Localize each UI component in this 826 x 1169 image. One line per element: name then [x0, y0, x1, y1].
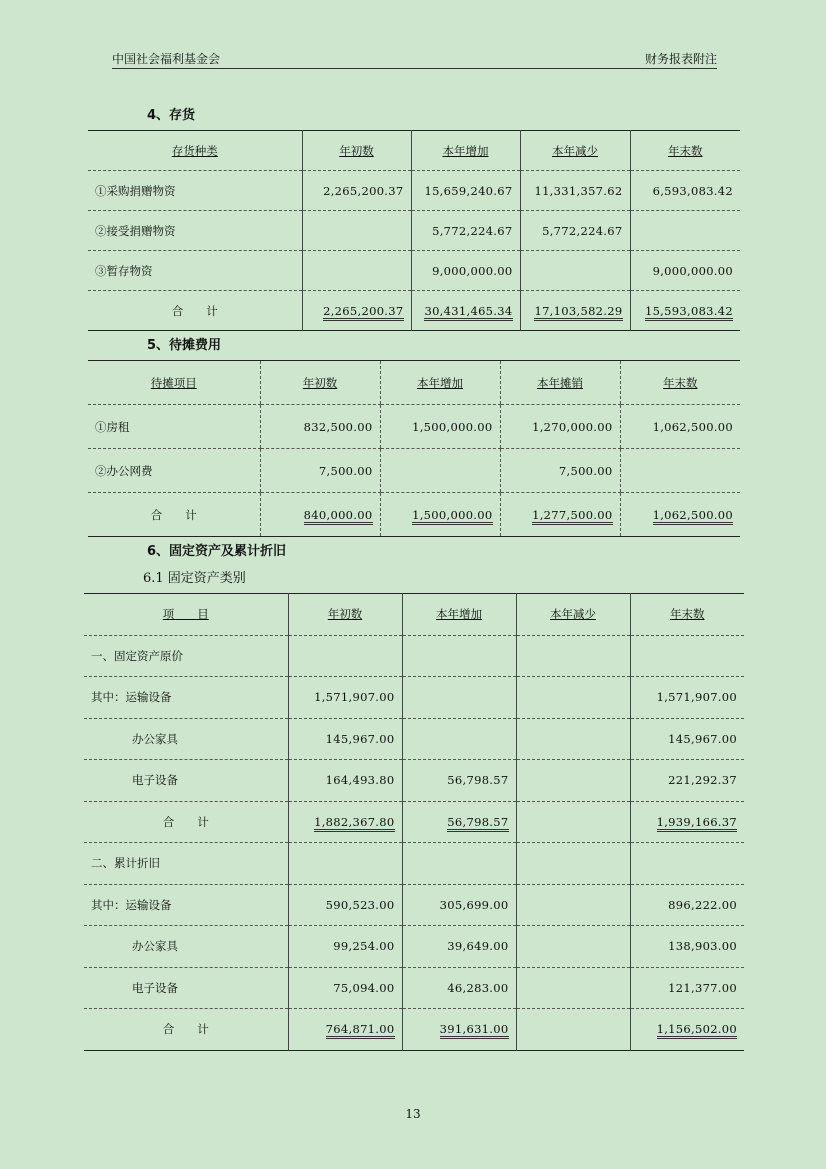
table-row: [88, 171, 740, 211]
col-header: 年末数: [670, 607, 705, 622]
cell-value: 1,571,907.00: [630, 677, 744, 719]
cell-value: [516, 760, 630, 802]
col-header: 年初数: [327, 607, 363, 622]
cell-value: 56,798.57: [402, 760, 516, 802]
page-header: [112, 50, 717, 69]
total-label: 合 计: [150, 507, 197, 522]
cell-value: 138,903.00: [630, 926, 744, 968]
total-row: [88, 493, 740, 537]
header-doc-title: 财务报表附注: [644, 52, 717, 66]
total-value: 1,277,500.00: [532, 508, 612, 525]
cell-value: [516, 926, 630, 968]
col-header: 待摊项目: [150, 375, 197, 390]
cell-value: 832,500.00: [260, 405, 380, 449]
header-org-name: 中国社会福利基金会: [112, 52, 221, 66]
table-row: [88, 211, 740, 251]
cell-value: 5,772,224.67: [411, 211, 520, 251]
cell-value: [516, 1009, 630, 1051]
row-label: 办公家具: [84, 718, 288, 760]
cell-value: [302, 251, 411, 291]
cell-value: 1,062,500.00: [620, 405, 740, 449]
row-label: 二、累计折旧: [84, 843, 288, 885]
cell-value: 1,500,000.00: [380, 405, 500, 449]
col-header: 本年增加: [442, 143, 489, 158]
total-value: 56,798.57: [447, 815, 508, 832]
total-value: 2,265,200.37: [323, 304, 403, 321]
total-row: [84, 801, 744, 843]
cell-value: 1,270,000.00: [500, 405, 620, 449]
cell-value: 2,265,200.37: [302, 171, 411, 211]
total-row: [84, 1009, 744, 1051]
cell-value: [380, 449, 500, 493]
total-value: 391,631.00: [440, 1022, 509, 1039]
cell-value: 221,292.37: [630, 760, 744, 802]
table-header-row: [84, 594, 744, 636]
cell-value: [288, 843, 402, 885]
col-header: 本年摊销: [537, 375, 583, 390]
col-header: 年初数: [339, 143, 374, 158]
total-value: 764,871.00: [326, 1022, 395, 1039]
section-4-title: 4、存货: [147, 108, 196, 123]
cell-value: 75,094.00: [288, 967, 402, 1009]
row-label: ②办公网费: [88, 449, 260, 493]
total-value: 1,156,502.00: [657, 1022, 737, 1039]
total-label: 合 计: [162, 1022, 209, 1037]
cell-value: [620, 449, 740, 493]
section-6-1-subtitle: 6.1 固定资产类别: [143, 571, 246, 586]
row-label: 其中：运输设备: [84, 884, 288, 926]
cell-value: 5,772,224.67: [520, 211, 630, 251]
total-value: 840,000.00: [304, 508, 373, 525]
cell-value: 11,331,357.62: [520, 171, 630, 211]
cell-value: 121,377.00: [630, 967, 744, 1009]
table-header-row: [88, 361, 740, 405]
row-label: 一、固定资产原价: [84, 635, 288, 677]
col-header: 本年减少: [552, 143, 598, 158]
total-value: 1,939,166.37: [657, 815, 737, 832]
total-value: 1,500,000.00: [412, 508, 492, 525]
cell-value: [302, 211, 411, 251]
cell-value: 99,254.00: [288, 926, 402, 968]
table-row: [84, 843, 744, 885]
cell-value: 145,967.00: [288, 718, 402, 760]
total-value: 15,593,083.42: [645, 304, 733, 321]
cell-value: [516, 677, 630, 719]
total-value: 1,882,367.80: [314, 815, 394, 832]
cell-value: [630, 843, 744, 885]
cell-value: [516, 801, 630, 843]
row-label: 办公家具: [84, 926, 288, 968]
page-number: 13: [405, 1107, 421, 1121]
col-header: 年末数: [668, 143, 703, 158]
table-row: [84, 718, 744, 760]
total-label: 合 计: [84, 801, 288, 843]
cell-value: 7,500.00: [500, 449, 620, 493]
table-row: [84, 760, 744, 802]
row-label: ①采购捐赠物资: [88, 171, 302, 211]
cell-value: [288, 635, 402, 677]
cell-value: 39,649.00: [402, 926, 516, 968]
cell-value: 145,967.00: [630, 718, 744, 760]
col-header: 存货种类: [171, 143, 218, 158]
cell-value: 46,283.00: [402, 967, 516, 1009]
row-label: ①房租: [88, 405, 260, 449]
col-header: 年初数: [302, 375, 338, 390]
cell-value: 590,523.00: [288, 884, 402, 926]
cell-value: [516, 718, 630, 760]
row-label: ②接受捐赠物资: [88, 211, 302, 251]
cell-value: 896,222.00: [630, 884, 744, 926]
cell-value: [402, 635, 516, 677]
cell-value: 9,000,000.00: [630, 251, 740, 291]
cell-value: [402, 718, 516, 760]
cell-value: [402, 843, 516, 885]
row-label: 电子设备: [84, 760, 288, 802]
cell-value: [516, 967, 630, 1009]
cell-value: [516, 884, 630, 926]
col-header: 本年增加: [436, 607, 482, 622]
table-row: [84, 967, 744, 1009]
cell-value: 9,000,000.00: [411, 251, 520, 291]
col-header: 本年减少: [550, 607, 596, 622]
total-row: [88, 291, 740, 331]
prepaid-expenses-table: [88, 360, 740, 537]
table-header-row: [88, 131, 740, 171]
col-header: 年末数: [663, 375, 698, 390]
section-6-title: 6、固定资产及累计折旧: [147, 544, 287, 559]
table-row: [84, 926, 744, 968]
row-label: 其中：运输设备: [84, 677, 288, 719]
table-row: [88, 449, 740, 493]
total-value: 17,103,582.29: [534, 304, 622, 321]
row-label: 电子设备: [84, 967, 288, 1009]
table-row: [88, 251, 740, 291]
cell-value: [516, 843, 630, 885]
cell-value: 15,659,240.67: [411, 171, 520, 211]
cell-value: [630, 635, 744, 677]
cell-value: 6,593,083.42: [630, 171, 740, 211]
cell-value: [630, 211, 740, 251]
fixed-assets-table: [84, 593, 744, 1051]
total-value: 30,431,465.34: [424, 304, 512, 321]
table-row: [84, 635, 744, 677]
cell-value: [520, 251, 630, 291]
total-value: 1,062,500.00: [653, 508, 733, 525]
col-header: 项 目: [162, 607, 209, 622]
table-row: [84, 677, 744, 719]
table-row: [88, 405, 740, 449]
table-row: [84, 884, 744, 926]
cell-value: [402, 677, 516, 719]
col-header: 本年增加: [417, 375, 463, 390]
cell-value: 164,493.80: [288, 760, 402, 802]
inventory-table: [88, 130, 740, 331]
cell-value: [516, 635, 630, 677]
cell-value: 1,571,907.00: [288, 677, 402, 719]
section-5-title: 5、待摊费用: [147, 338, 222, 353]
cell-value: 305,699.00: [402, 884, 516, 926]
total-label: 合 计: [171, 303, 218, 318]
row-label: ③暂存物资: [88, 251, 302, 291]
cell-value: 7,500.00: [260, 449, 380, 493]
